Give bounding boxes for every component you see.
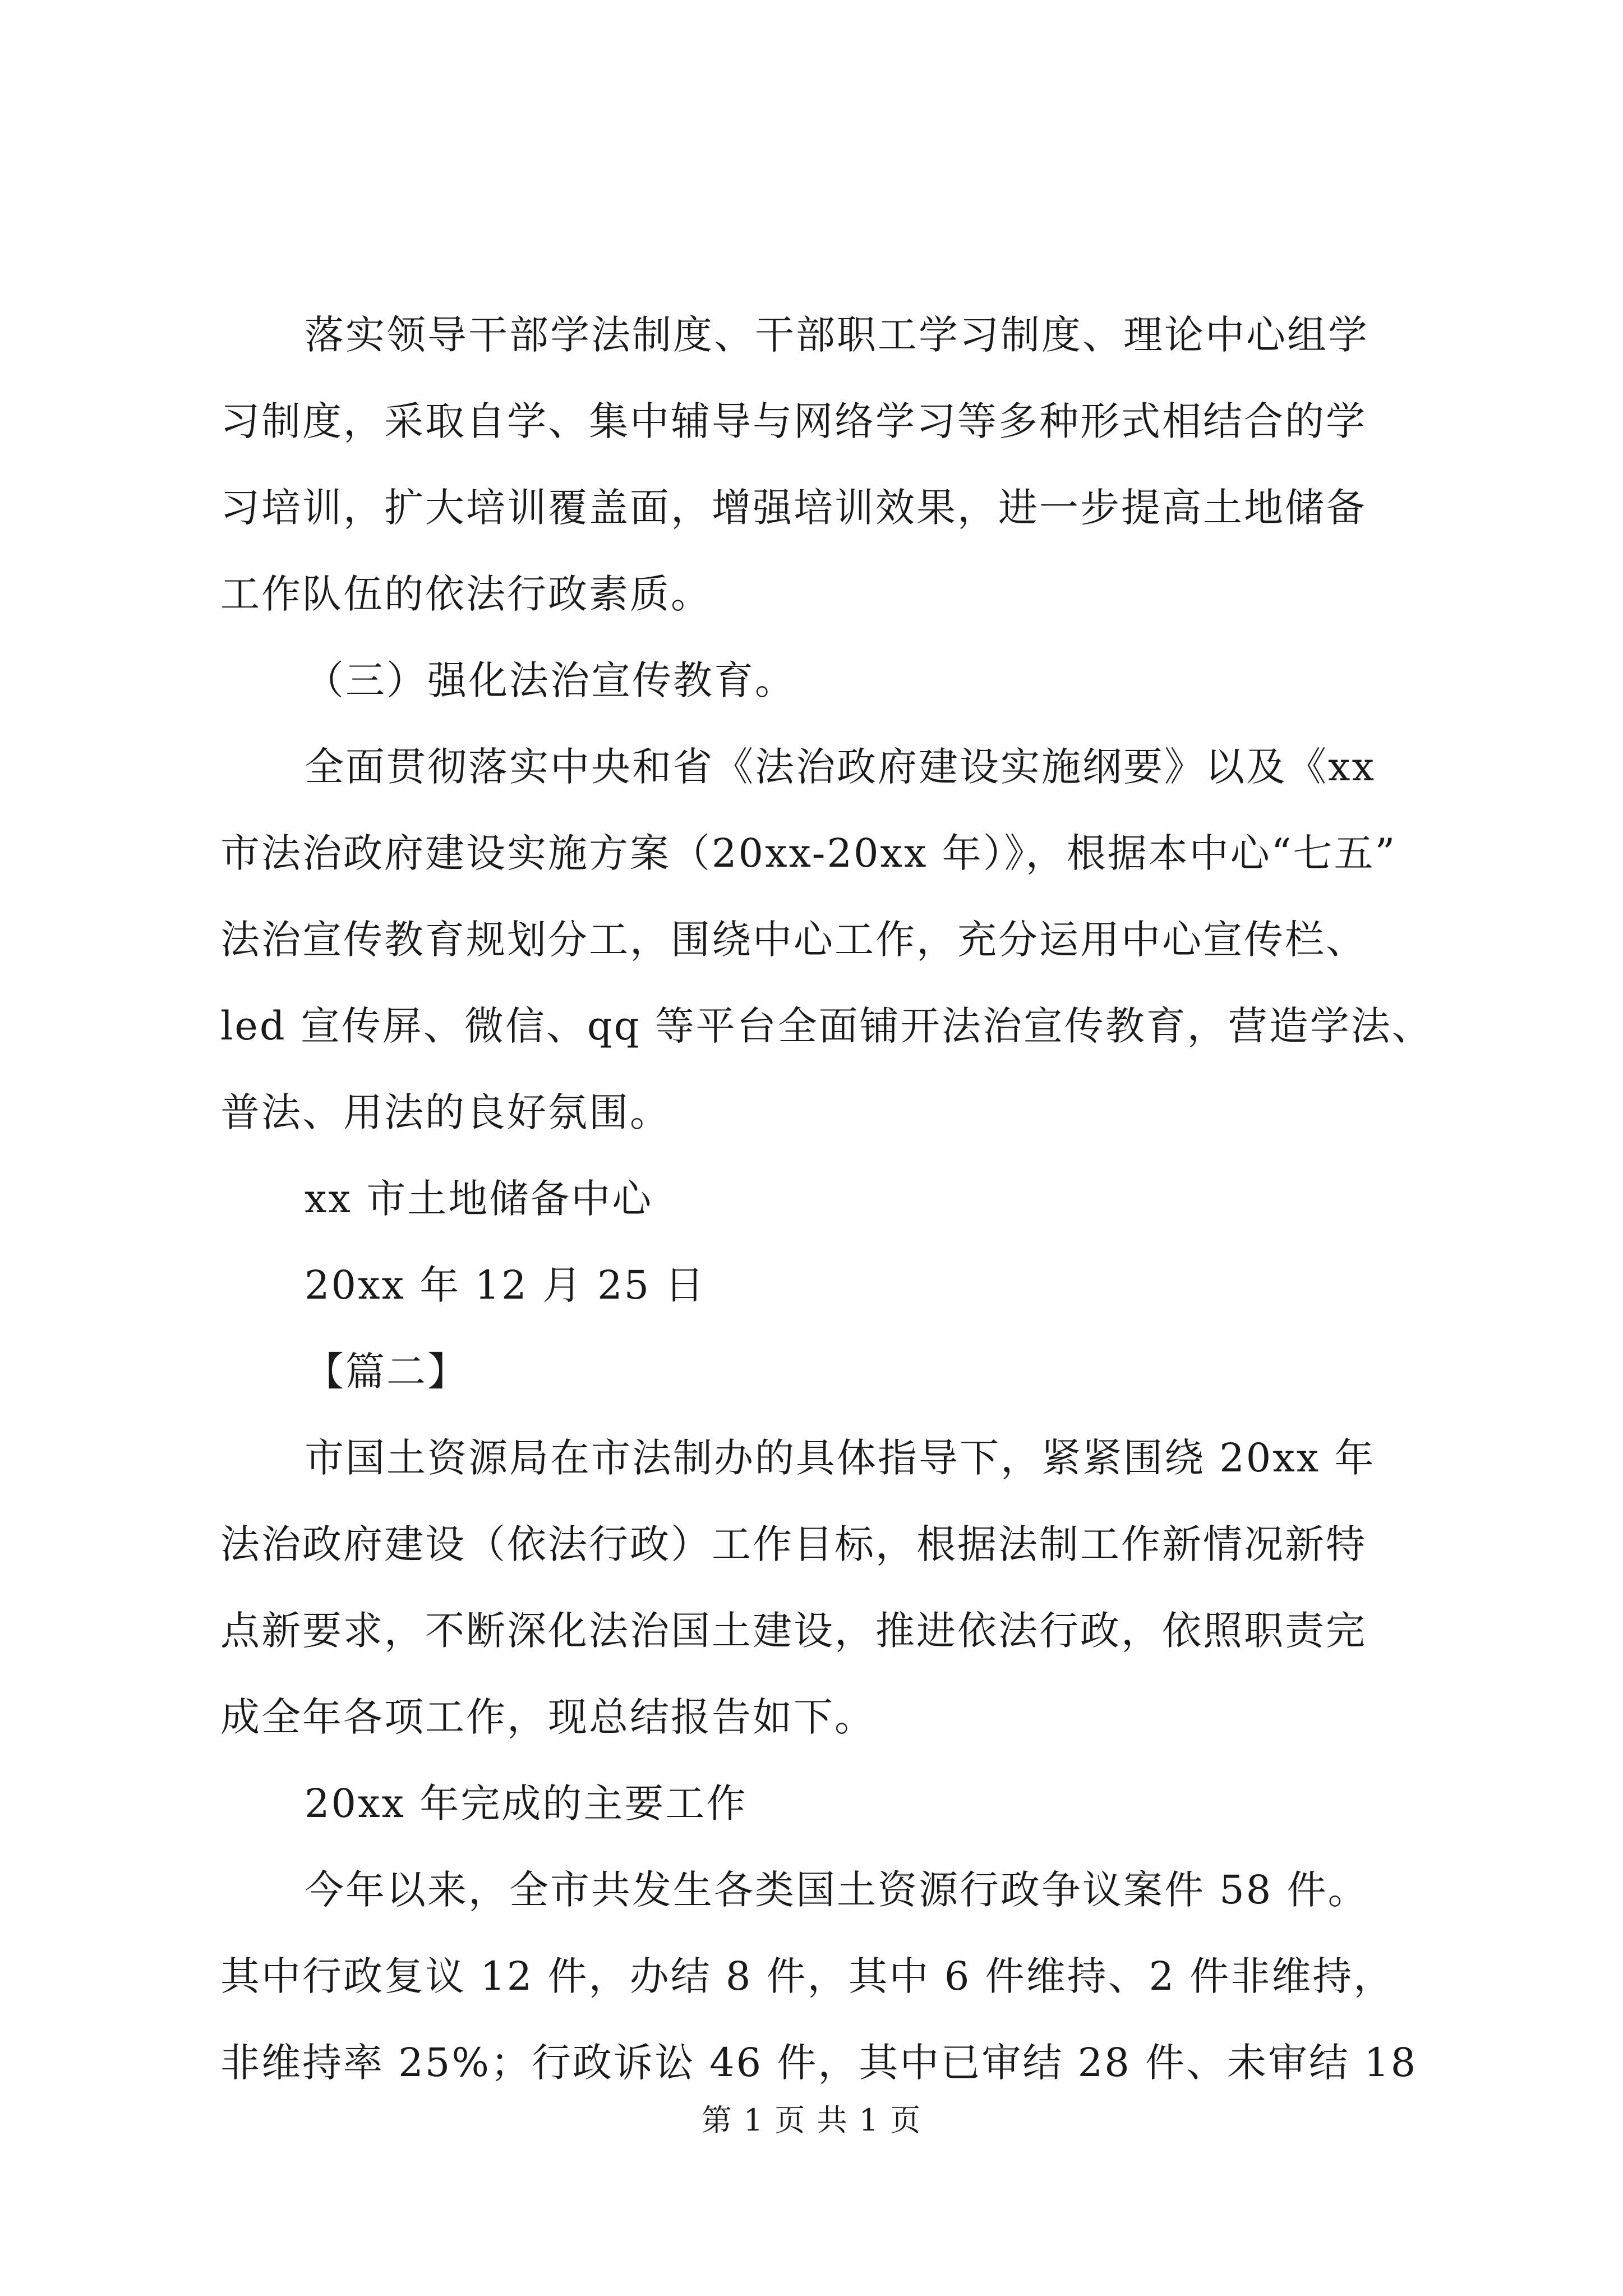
signature-organization: xx 市土地储备中心 — [305, 1176, 653, 1222]
paragraph-line: 点新要求，不断深化法治国土建设，推进依法行政，依照职责完 — [220, 1608, 1367, 1654]
paragraph-line: led 宣传屏、微信、qq 等平台全面铺开法治宣传教育，营造学法、 — [220, 1003, 1433, 1049]
paragraph-line: 市法治政府建设实施方案（20xx-20xx 年）》，根据本中心“七五” — [220, 830, 1397, 876]
paragraph-line: 工作队伍的依法行政素质。 — [220, 571, 712, 617]
signature-date: 20xx 年 12 月 25 日 — [305, 1262, 706, 1308]
paragraph-line: 法治政府建设（依法行政）工作目标，根据法制工作新情况新特 — [220, 1521, 1367, 1567]
section-heading: （三）强化法治宣传教育。 — [305, 657, 796, 703]
section-title: 【篇二】 — [305, 1349, 468, 1395]
paragraph-line: 其中行政复议 12 件，办结 8 件，其中 6 件维持、2 件非维持， — [220, 1953, 1395, 1999]
paragraph-line: 今年以来，全市共发生各类国土资源行政争议案件 58 件。 — [305, 1867, 1369, 1913]
paragraph-line: 成全年各项工作，现总结报告如下。 — [220, 1694, 875, 1740]
paragraph-line: 全面贯彻落实中央和省《法治政府建设实施纲要》以及《xx — [305, 744, 1376, 790]
page-footer: 第 1 页 共 1 页 — [701, 2102, 922, 2138]
paragraph-line: 普法、用法的良好氛围。 — [220, 1089, 671, 1135]
paragraph-line: 非维持率 25%；行政诉讼 46 件，其中已审结 28 件、未审结 18 — [220, 2040, 1418, 2086]
paragraph-line: 法治宣传教育规划分工，围绕中心工作，充分运用中心宣传栏、 — [220, 917, 1367, 963]
paragraph-line: 习培训，扩大培训覆盖面，增强培训效果，进一步提高土地储备 — [220, 485, 1367, 531]
paragraph-line: 市国土资源局在市法制办的具体指导下，紧紧围绕 20xx 年 — [305, 1435, 1376, 1481]
paragraph-line: 习制度，采取自学、集中辅导与网络学习等多种形式相结合的学 — [220, 398, 1367, 444]
paragraph-line: 落实领导干部学法制度、干部职工学习制度、理论中心组学 — [305, 312, 1369, 358]
subsection-heading: 20xx 年完成的主要工作 — [305, 1780, 748, 1826]
document-body — [220, 292, 1433, 2106]
